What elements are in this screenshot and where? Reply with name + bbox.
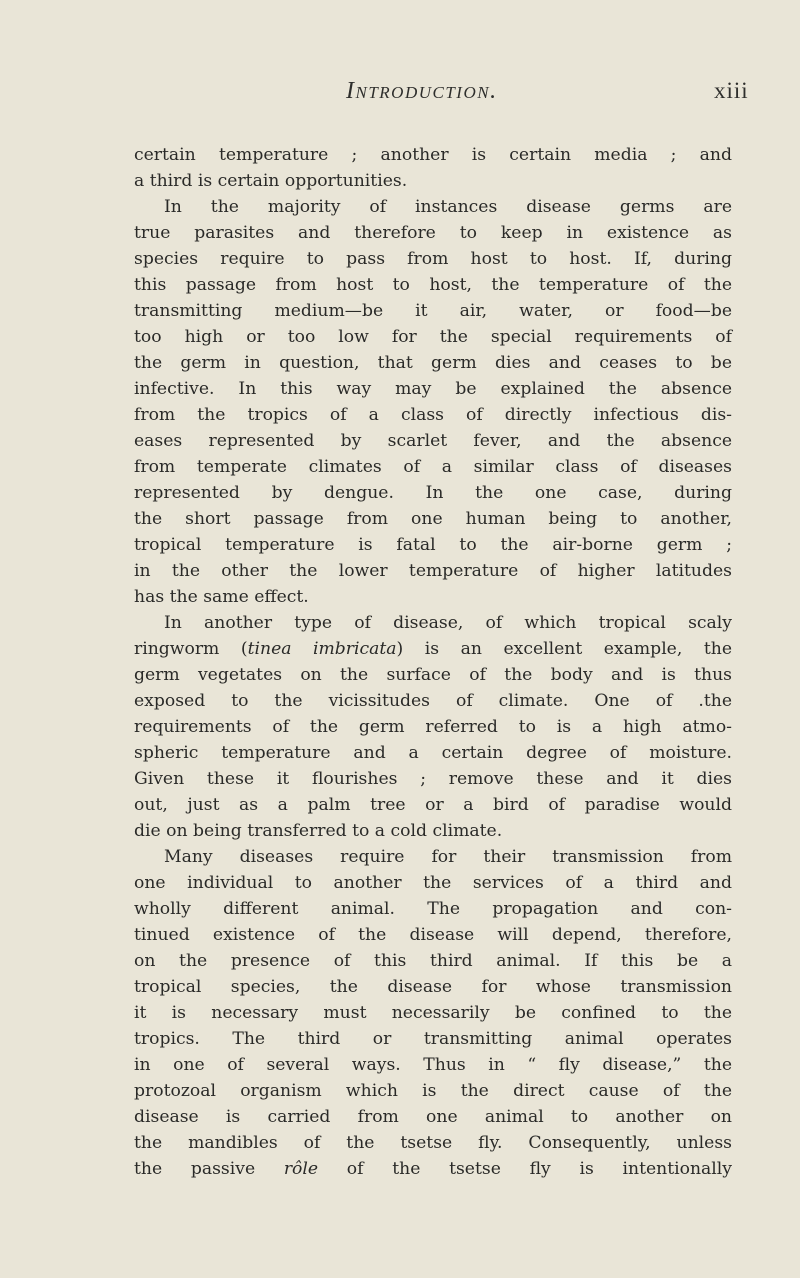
text-line: tropics. The third or transmitting animal operates <box>134 1029 732 1049</box>
text-line: species require to pass from host to host. If, during <box>134 249 732 269</box>
text-line: the germ in question, that germ dies and ceases to be <box>134 353 732 373</box>
text-line: Given these it flourishes ; remove these and it dies <box>134 769 732 789</box>
text-line: requirements of the germ referred to is a high atmo- <box>134 717 732 737</box>
text-line: one individual to another the services of a third and <box>134 873 732 893</box>
text-line: certain temperature ; another is certain media ; and <box>134 145 732 165</box>
text-fragment: ringworm ( <box>134 639 248 659</box>
page-number: xiii <box>714 78 749 103</box>
text-line: protozoal organism which is the direct cause of the <box>134 1081 732 1101</box>
text-line: the short passage from one human being to another, <box>134 509 732 529</box>
paragraph-start-line: Many diseases require for their transmission from <box>164 847 732 867</box>
text-line: wholly different animal. The propagation and con- <box>134 899 732 919</box>
text-line: in the other the lower temperature of higher latitudes <box>134 561 732 581</box>
text-line: the mandibles of the tsetse fly. Consequently, unless <box>134 1133 732 1153</box>
page-header <box>0 78 800 118</box>
text-line: disease is carried from one animal to another on <box>134 1107 732 1127</box>
text-line: this passage from host to host, the temperature of the <box>134 275 732 295</box>
text-line: spheric temperature and a certain degree of moisture. <box>134 743 732 763</box>
text-line: tropical temperature is fatal to the air-borne germ ; <box>134 535 732 555</box>
text-line: exposed to the vicissitudes of climate. One of .the <box>134 691 732 711</box>
paragraph-start-line: In another type of disease, of which tropical scaly <box>164 613 732 633</box>
text-line: germ vegetates on the surface of the body and is thus <box>134 665 732 685</box>
text-line: eases represented by scarlet fever, and the absence <box>134 431 732 451</box>
text-line: it is necessary must necessarily be confined to the <box>134 1003 732 1023</box>
text-fragment: ) is an excellent example, the <box>396 639 732 659</box>
text-fragment: of the tsetse fly is intentionally <box>318 1159 732 1179</box>
paragraph-start-line: In the majority of instances disease germs are <box>164 197 732 217</box>
text-line: die on being transferred to a cold climate. <box>134 821 503 841</box>
text-line: infective. In this way may be explained the absence <box>134 379 732 399</box>
text-line: too high or too low for the special requirements of <box>134 327 732 347</box>
italic-term: tinea imbricata <box>247 639 397 659</box>
text-line: in one of several ways. Thus in “ fly disease,” the <box>134 1055 732 1075</box>
text-line: out, just as a palm tree or a bird of paradise would <box>134 795 732 815</box>
text-line: has the same effect. <box>134 587 309 607</box>
text-line: true parasites and therefore to keep in existence as <box>134 223 732 243</box>
text-line: from the tropics of a class of directly infectious dis- <box>134 405 732 425</box>
text-line-with-italic <box>134 1156 732 1182</box>
text-line: from temperate climates of a similar class of diseases <box>134 457 732 477</box>
text-line-with-italic <box>134 636 732 662</box>
text-line: transmitting medium—be it air, water, or food—be <box>134 301 732 321</box>
text-line: tinued existence of the disease will depend, therefore, <box>134 925 732 945</box>
text-line: a third is certain opportunities. <box>134 171 408 191</box>
text-line: tropical species, the disease for whose transmission <box>134 977 732 997</box>
text-fragment: the passive <box>134 1159 284 1179</box>
running-title: Introduction. <box>346 78 498 104</box>
body-text <box>134 142 732 1182</box>
text-line: on the presence of this third animal. If this be a <box>134 951 732 971</box>
text-line: represented by dengue. In the one case, during <box>134 483 732 503</box>
italic-term: rôle <box>283 1159 319 1179</box>
